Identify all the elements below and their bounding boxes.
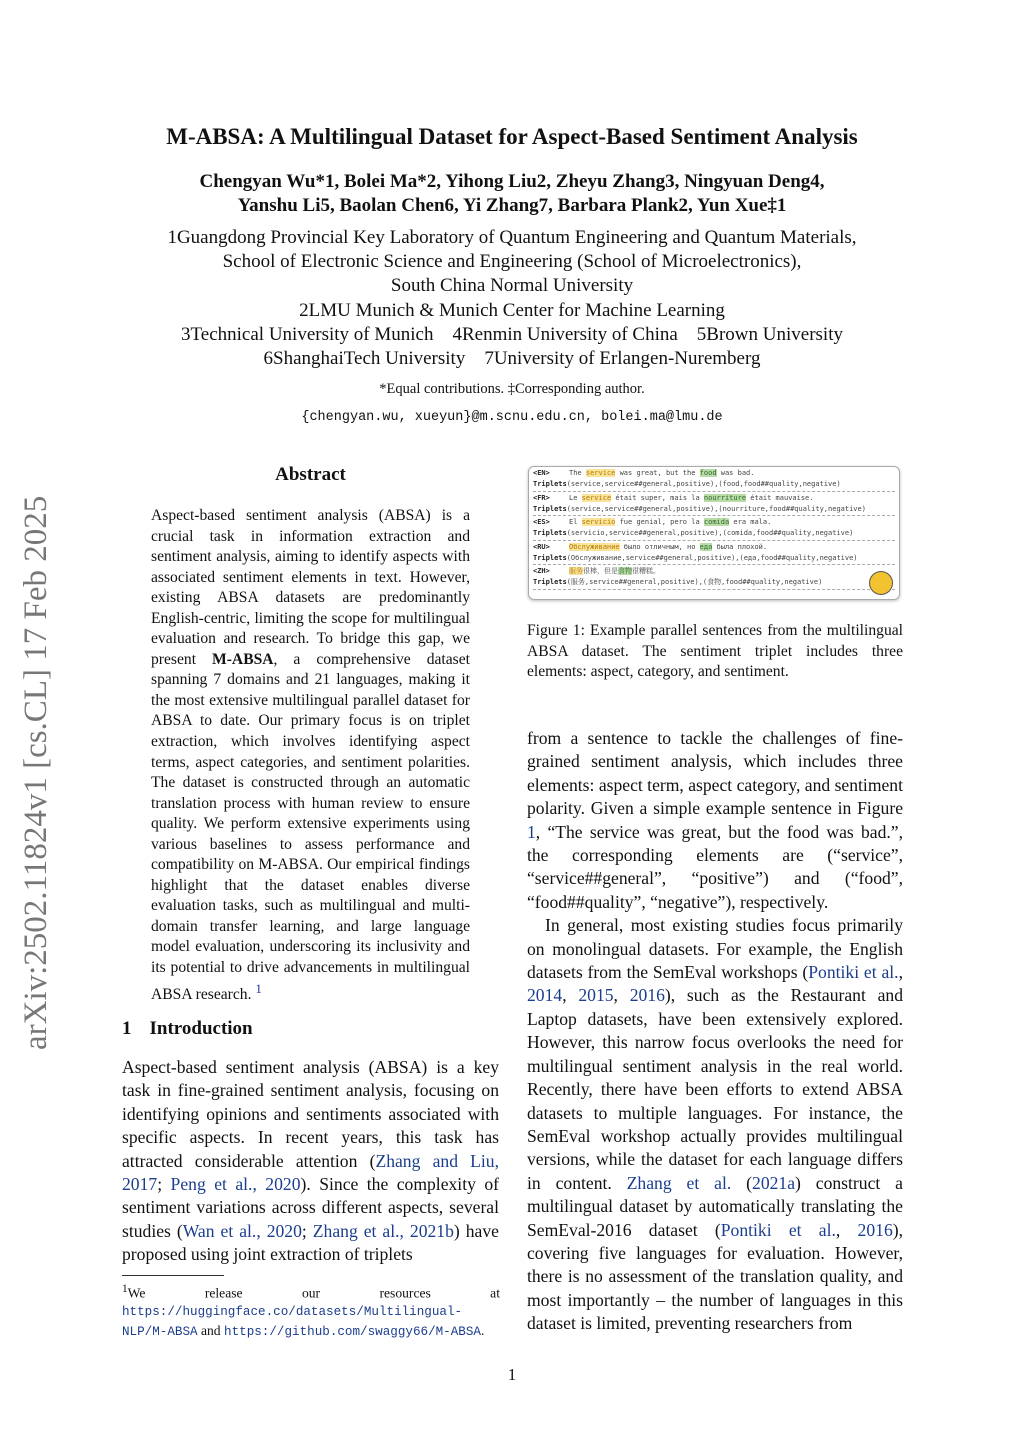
text-segment: (: [731, 1172, 753, 1193]
sentence-text: était super, mais la: [611, 493, 704, 502]
citation-link[interactable]: Zhang et al.: [626, 1172, 732, 1193]
sentence-text: era mala.: [729, 518, 772, 527]
aspect-highlight-food: food: [699, 469, 717, 477]
sentence-text: 很糟糕。: [632, 567, 660, 576]
equal-contribution-note: *Equal contributions. ‡Corresponding author.: [379, 381, 645, 397]
affiliation-line: South China Normal University: [390, 275, 634, 297]
sentence-text: était mauvaise.: [746, 493, 814, 502]
sentence-text: 很棒，但是: [583, 567, 618, 576]
citation-link[interactable]: Peng et al., 2020: [170, 1174, 301, 1195]
figure-caption: Figure 1: Example parallel sentences from the multilingual ABSA dataset. The sentiment triplet includes three elements: aspect, category, and sentiment.: [527, 622, 903, 681]
citation-link[interactable]: Wan et al., 2020: [182, 1220, 302, 1241]
sentence-text: was bad.: [716, 469, 755, 477]
language-tag: <ZH>: [533, 567, 550, 576]
triplets-label: Triplets: [533, 578, 567, 587]
affiliation-line: 1Guangdong Provincial Key Laboratory of Quantum Engineering and Quantum Materials,: [167, 227, 857, 248]
aspect-highlight-service: servicio: [581, 518, 616, 527]
affiliations: [0, 226, 1024, 371]
sentence-text: была плохой.: [712, 542, 768, 551]
footnote-rule: [122, 1275, 224, 1276]
paragraph-text: [122, 1056, 499, 1267]
citation-link[interactable]: Pontiki et al.: [808, 962, 899, 983]
figure-example-row: [533, 516, 895, 541]
text-segment: ;: [157, 1174, 171, 1195]
affiliation-line: 2LMU Munich & Munich Center for Machine Learning: [299, 299, 725, 321]
aspect-highlight-food: 食物: [618, 567, 632, 576]
mascot-icon: [869, 571, 893, 595]
text-segment: ,: [613, 985, 630, 1006]
figure-1-examples: [528, 466, 900, 600]
text-segment: ;: [301, 1220, 313, 1241]
paper-title: M-ABSA: A Multilingual Dataset for Aspect-Based Sentiment Analysis: [166, 124, 858, 149]
aspect-highlight-service: service: [585, 469, 616, 477]
triplets-text: (service,service##general,positive),(food,food##quality,negative): [566, 480, 841, 488]
sentence-text: Le: [569, 493, 582, 502]
section-heading-introduction: [122, 1018, 271, 1040]
text-segment: Aspect-based sentiment analysis (ABSA) is a key task in fine-grained sentiment analysis, focusing on identifying opinions and sentiments associated with specific aspects. In recent years, this task has attracted considerable attention (: [122, 1057, 499, 1171]
paragraph-text: [527, 727, 903, 914]
figure-example-row: [533, 492, 895, 517]
aspect-highlight-service: 服务: [569, 567, 583, 576]
triplets-text: (service,service##general,positive),(nourriture,food##quality,negative): [566, 504, 866, 513]
triplets-label: Triplets: [533, 480, 567, 488]
text-segment: from a sentence to tackle the challenges of fine-grained sentiment analysis, which includes three elements: aspect term, aspect category, and sentiment polarity. Given a simple example sentence in Figure: [527, 728, 903, 819]
citation-link[interactable]: 1: [255, 980, 262, 996]
citation-link[interactable]: 1: [527, 821, 536, 842]
text-segment: In general, most existing studies focus primarily on monolingual datasets. For example, the English datasets from the SemEval workshops (: [527, 915, 903, 983]
text-segment: , “The service was great, but the food was bad.”, the corresponding elements are (“service”, “service##general”, “positive”) and (“food”, “food##quality”, “negative”), respectively.: [527, 821, 903, 912]
intro-paragraph-1: [122, 1056, 499, 1267]
aspect-highlight-service: service: [581, 493, 612, 502]
text-segment: ,: [898, 962, 903, 983]
author-list: [0, 170, 1024, 218]
section-title: Introduction: [149, 1018, 253, 1039]
citation-link[interactable]: 2016: [857, 1219, 893, 1240]
affiliation-line: 6ShanghaiTech University 7University of Erlangen-Nuremberg: [263, 348, 761, 370]
right-column-text: [527, 727, 903, 1336]
aspect-highlight-food: еда: [699, 542, 713, 551]
contact-emails: {chengyan.wu, xueyun}@m.scnu.edu.cn, bolei.ma@lmu.de: [301, 410, 723, 425]
citation-link[interactable]: https://github.com/swaggy66/M-ABSA: [224, 1324, 481, 1339]
text-segment: We release our resources at: [127, 1285, 500, 1301]
citation-link[interactable]: Zhang and Liu, 2017: [122, 1150, 500, 1195]
aspect-highlight-food: nourriture: [703, 493, 747, 502]
abstract-heading: Abstract: [275, 464, 346, 485]
text-segment: ,: [562, 985, 579, 1006]
citation-link[interactable]: https://huggingface.co/datasets/Multilingual-NLP/M-ABSA: [122, 1305, 463, 1339]
text-segment: and: [197, 1322, 225, 1338]
text-segment: ) construct a multilingual dataset by automatically translating the SemEval-2016 dataset (: [527, 1172, 903, 1240]
citation-link[interactable]: 2016: [629, 985, 665, 1006]
sentence-text: El: [569, 518, 582, 527]
language-tag: <EN>: [533, 469, 550, 477]
text-segment: ). Since the complexity of sentiment variations across different aspects, several studies (: [122, 1174, 499, 1241]
text-segment: ) have proposed using joint extraction of triplets: [122, 1220, 499, 1265]
section-number: 1: [122, 1018, 132, 1039]
triplets-text: (服务,service##general,positive),(食物,food##quality,negative): [566, 578, 823, 587]
text-segment: .: [480, 1322, 485, 1338]
abstract-text: [151, 506, 470, 1005]
triplets-label: Triplets: [533, 529, 567, 538]
language-tag: <ES>: [533, 518, 550, 527]
text-segment: ,: [835, 1219, 858, 1240]
citation-link[interactable]: Pontiki et al.: [720, 1219, 836, 1240]
text-segment: ), covering five languages for evaluation. However, there is no assessment of the translation quality, and most importantly – the number of languages in this dataset is limited, preventing researchers from: [527, 1219, 903, 1334]
text-segment: 1: [122, 1283, 128, 1295]
authors-line-2: Yanshu Li5, Baolan Chen6, Yi Zhang7, Barbara Plank2, Yun Xue‡1: [237, 195, 787, 216]
text-segment: , a comprehensive dataset spanning 7 domains and 21 languages, making it the most extensive multilingual parallel dataset for ABSA to date. Our primary focus is on triplet extraction, which involves identifying aspect terms, aspect categories, and sentiment polarities. The dataset is constructed through an automatic translation process with human review to ensure quality. We perform extensive experiments using various baselines to assess performance and compatibility on M-ABSA. Our empirical findings highlight that the dataset enables diverse evaluation tasks, such as multilingual and multi-domain transfer learning, and large language model evaluation, underscoring its inclusivity and its potential to drive advancements in multilingual ABSA research.: [151, 650, 470, 1003]
paragraph-text: [527, 914, 903, 1335]
sentence-text: was great, but the: [615, 469, 700, 477]
triplets-label: Triplets: [533, 553, 567, 562]
sentence-text: The: [569, 469, 586, 477]
affiliation-line: School of Electronic Science and Engineering (School of Microelectronics),: [222, 251, 802, 273]
figure-example-row: [533, 467, 895, 492]
aspect-highlight-service: Обслуживание: [569, 542, 620, 551]
text-segment: M-ABSA: [212, 650, 274, 668]
citation-link[interactable]: 2014: [527, 985, 563, 1006]
sentence-text: fue genial, pero la: [615, 518, 704, 527]
authors-line-1: Chengyan Wu*1, Bolei Ma*2, Yihong Liu2, Zheyu Zhang3, Ningyuan Deng4,: [199, 171, 825, 192]
citation-link[interactable]: Zhang et al., 2021b: [312, 1220, 454, 1241]
text-segment: Aspect-based sentiment analysis (ABSA) is a crucial task in information extraction and sentiment analysis, aiming to identify aspects with associated sentiment elements in text. However, existing ABSA datasets are predominantly English-centric, limiting the scope for multilingual evaluation and research. To bridge this gap, we present: [151, 507, 470, 668]
text-segment: ), such as the Restaurant and Laptop datasets, have been extensively explored. However, this narrow focus overlooks the need for multilingual sentiment analysis in the real world. Recently, there have been efforts to extend ABSA datasets to multiple languages. For instance, the SemEval workshop actually provides multilingual versions, while the dataset for each language differs in content.: [527, 985, 904, 1193]
figure-example-row: [533, 541, 895, 566]
sentence-text: было отличным, но: [619, 542, 700, 551]
citation-link[interactable]: 2015: [578, 985, 614, 1006]
footnote: [122, 1281, 500, 1341]
language-tag: <FR>: [533, 493, 550, 502]
citation-link[interactable]: 2021a: [752, 1172, 796, 1193]
language-tag: <RU>: [533, 542, 550, 551]
triplets-text: (Обслуживание,service##general,positive),(еда,food##quality,negative): [566, 553, 858, 562]
triplets-label: Triplets: [533, 504, 567, 513]
figure-example-row: [533, 565, 895, 590]
triplets-text: (servicio,service##general,positive),(comida,food##quality,negative): [566, 529, 854, 538]
arxiv-stamp: arXiv:2502.11824v1 [cs.CL] 17 Feb 2025: [18, 495, 54, 1050]
aspect-highlight-food: comida: [703, 518, 730, 527]
page-number: 1: [507, 1365, 517, 1384]
affiliation-line: 3Technical University of Munich 4Renmin University of China 5Brown University: [181, 323, 843, 345]
